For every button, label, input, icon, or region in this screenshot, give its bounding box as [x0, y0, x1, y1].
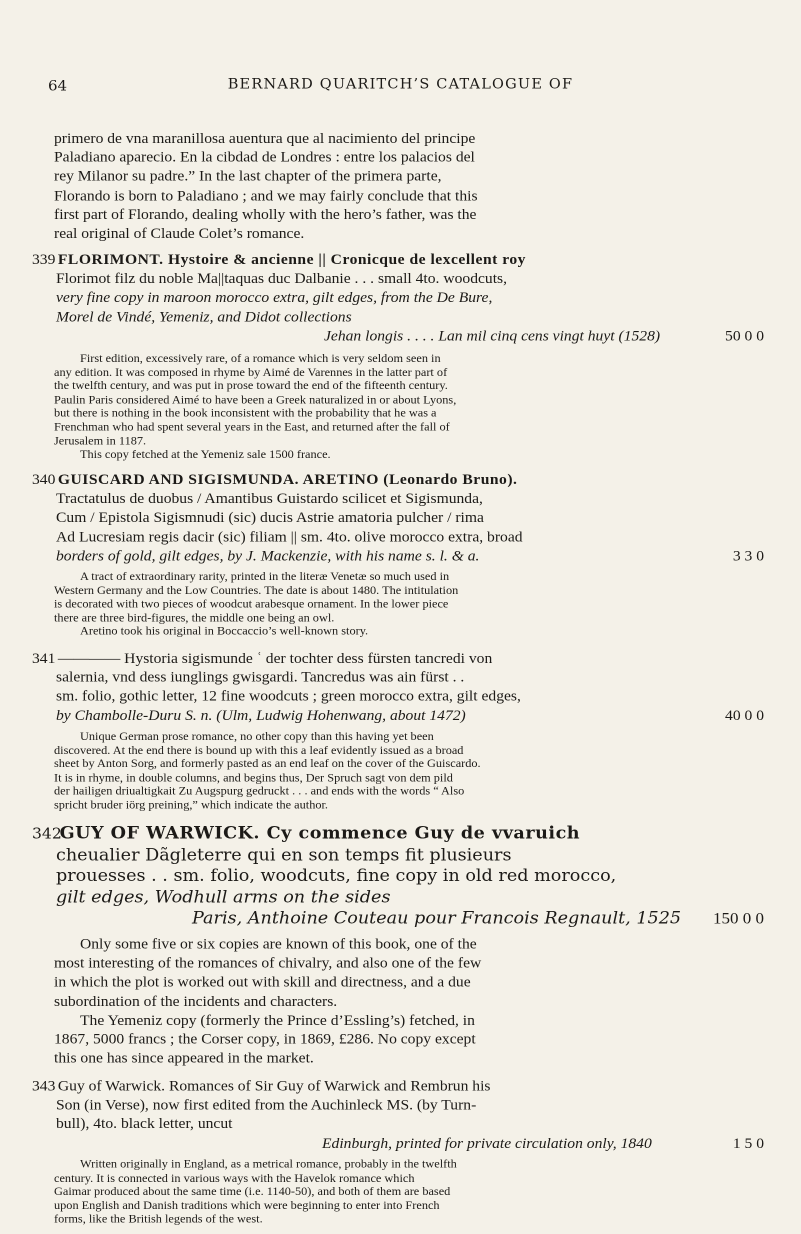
price: 3 3 0	[732, 548, 764, 565]
text-line: this one has since appeared in the market.	[54, 1050, 314, 1067]
text-line: Morel de Vindé, Yemeniz, and Didot collections	[56, 308, 352, 325]
text-line: Cum / Epistola Sigismnudi (sic) ducis Astrie amatoria pulcher / rima	[56, 509, 484, 526]
entry-number: 339	[32, 251, 56, 268]
text-line: bull), 4to. black letter, uncut	[56, 1116, 233, 1133]
note-line: A tract of extraordinary rarity, printed in the literæ Venetæ so much used in	[80, 569, 450, 583]
imprint-line: Edinburgh, printed for private circulation only, 1840	[322, 1135, 652, 1152]
note-line: It is in rhyme, in double columns, and begins thus, Der Spruch sagt von dem pild	[54, 770, 453, 784]
notes-340	[54, 570, 764, 639]
text-line: first part of Florando, dealing wholly with the hero’s father, was the	[54, 206, 477, 223]
note-line: der hailigen driualtigkait Zu Augspurg gedruckt . . . and ends with the words “ Also	[54, 784, 465, 798]
text-line: real original of Claude Colet’s romance.	[54, 225, 305, 242]
note-line: Paulin Paris considered Aimé to have been a Greek naturalized in or about Lyons,	[54, 392, 457, 406]
page-header	[48, 77, 753, 98]
note-line: Gaimar produced about the same time (i.e. 1140-50), and both of them are based	[54, 1184, 451, 1198]
entry-number: 343	[32, 1078, 56, 1095]
note-line: Frenchman who had spent several years in the East, and returned after the fall of	[54, 420, 450, 434]
entry-heading: GUISCARD AND SIGISMUNDA. ARETINO (Leonardo Bruno).	[57, 471, 518, 488]
notes-341	[54, 730, 764, 812]
entry-heading: ———— Hystoria sigismunde ʿ der tochter dess fürsten tancredi von	[57, 650, 493, 667]
entry-342	[32, 824, 782, 930]
note-line: This copy fetched at the Yemeniz sale 1500 france.	[80, 447, 331, 461]
text-line: rey Milanor su padre.” In the last chapter of the primera parte,	[54, 168, 442, 185]
price: 1 5 0	[732, 1135, 764, 1152]
price: 50 0 0	[725, 328, 764, 345]
entry-number: 340	[32, 471, 56, 488]
text-line: Paladiano aparecio. En la cibdad de Londres : entre los palacios del	[54, 149, 475, 166]
notes-339	[54, 352, 764, 462]
price: 40 0 0	[725, 707, 764, 724]
text-line: sm. folio, gothic letter, 12 fine woodcuts ; green morocco extra, gilt edges,	[56, 688, 521, 705]
note-line: spricht bruder iörg preining,” which indicate the author.	[54, 798, 328, 812]
note-line: sheet by Anton Sorg, and formerly pasted as an end leaf on the cover of the Guiscardo.	[54, 757, 481, 771]
text-line: Tractatulus de duobus / Amantibus Guistardo scilicet et Sigismunda,	[56, 490, 483, 507]
text-line: subordination of the incidents and characters.	[54, 993, 338, 1010]
price: 150 0 0	[713, 909, 764, 928]
entry-heading: GUY OF WARWICK. Cy commence Guy de vvaruich	[59, 823, 581, 844]
text-line: very fine copy in maroon morocco extra, gilt edges, from the De Bure,	[56, 289, 493, 306]
entry-number: 342	[32, 825, 62, 843]
text-line: primero de vna maranillosa auentura que al nacimiento del principe	[54, 130, 476, 147]
notes-342	[54, 935, 764, 1068]
text-line: 1867, 5000 francs ; the Corser copy, in 1869, £286. No copy except	[54, 1031, 476, 1048]
text-line: borders of gold, gilt edges, by J. Mackenzie, with his name s. l. & a.	[56, 547, 480, 564]
text-line: gilt edges, Wodhull arms on the sides	[56, 888, 391, 908]
imprint-line: Paris, Anthoine Couteau pour Francois Regnault, 1525	[192, 909, 682, 929]
text-line: Florimot filz du noble Ma||taquas duc Dalbanie . . . small 4to. woodcuts,	[56, 270, 508, 287]
text-line: most interesting of the romances of chivalry, and also one of the few	[54, 955, 482, 972]
note-line: Jerusalem in 1187.	[54, 433, 147, 448]
text-line: cheualier Dãgleterre qui en son temps fit plusieurs	[56, 845, 512, 865]
note-line: is decorated with two pieces of woodcut arabesque ornament. In the lower piece	[54, 597, 449, 611]
text-line: Only some five or six copies are known of this book, one of the	[80, 936, 477, 953]
note-line: century. It is connected in various ways with the Havelok romance which	[54, 1171, 415, 1185]
text-line: Son (in Verse), now first edited from the Auchinleck MS. (by Turn-	[56, 1097, 477, 1114]
note-line: Unique German prose romance, no other copy than this having yet been	[80, 729, 434, 743]
note-line: Aretino took his original in Boccaccio’s well-known story.	[80, 624, 369, 638]
imprint-line: Jehan longis . . . . Lan mil cinq cens vingt huyt (1528)	[324, 327, 661, 344]
note-line: Written originally in England, as a metrical romance, probably in the twelfth	[80, 1157, 457, 1171]
text-line: Ad Lucresiam regis dacir (sic) filiam || sm. 4to. olive morocco extra, broad	[56, 528, 523, 545]
entry-number: 341	[32, 650, 56, 667]
entry-343	[32, 1077, 782, 1153]
note-line: upon English and Danish traditions which were beginning to enter into French	[54, 1198, 440, 1212]
entry-340	[32, 471, 782, 566]
note-line: First edition, excessively rare, of a romance which is very seldom seen in	[80, 351, 441, 365]
text-line: by Chambolle-Duru S. n. (Ulm, Ludwig Hohenwang, about 1472)	[56, 707, 466, 724]
page-number: 64	[48, 77, 68, 95]
note-line: Western Germany and the Low Countries. The date is about 1480. The intitulation	[54, 583, 459, 597]
entry-heading: Guy of Warwick. Romances of Sir Guy of Warwick and Rembrun his	[57, 1078, 491, 1095]
text-line: prouesses . . sm. folio, woodcuts, fine copy in old red morocco,	[56, 867, 617, 886]
note-line: forms, like the British legends of the west.	[54, 1212, 263, 1226]
text-line: in which the plot is worked out with skill and directness, and a due	[54, 974, 471, 991]
entry-341	[32, 650, 782, 726]
text-line: salernia, vnd dess iunglings gwisgardi. Tancredus was ain fürst . .	[56, 669, 465, 686]
intro-paragraph	[54, 130, 764, 244]
note-line: there are three bird-figures, the middle one being an owl.	[54, 610, 335, 625]
notes-343	[54, 1157, 764, 1226]
entry-heading: FLORIMONT. Hystoire & ancienne || Cronicque de lexcellent roy	[57, 251, 526, 268]
text-line: The Yemeniz copy (formerly the Prince d’Essling’s) fetched, in	[80, 1012, 475, 1029]
running-head: BERNARD QUARITCH’S CATALOGUE OF	[227, 77, 574, 93]
entry-339	[32, 251, 782, 346]
note-line: but there is nothing in the book inconsistent with the probability that he was a	[54, 406, 437, 420]
text-line: Florando is born to Paladiano ; and we may fairly conclude that this	[54, 187, 478, 204]
note-line: the twelfth century, and was put in prose toward the end of the fifteenth century.	[54, 379, 448, 393]
note-line: discovered. At the end there is bound up with this a leaf evidently issued as a broad	[54, 743, 464, 757]
note-line: any edition. It was composed in rhyme by Aimé de Varennes in the latter part of	[54, 365, 448, 379]
